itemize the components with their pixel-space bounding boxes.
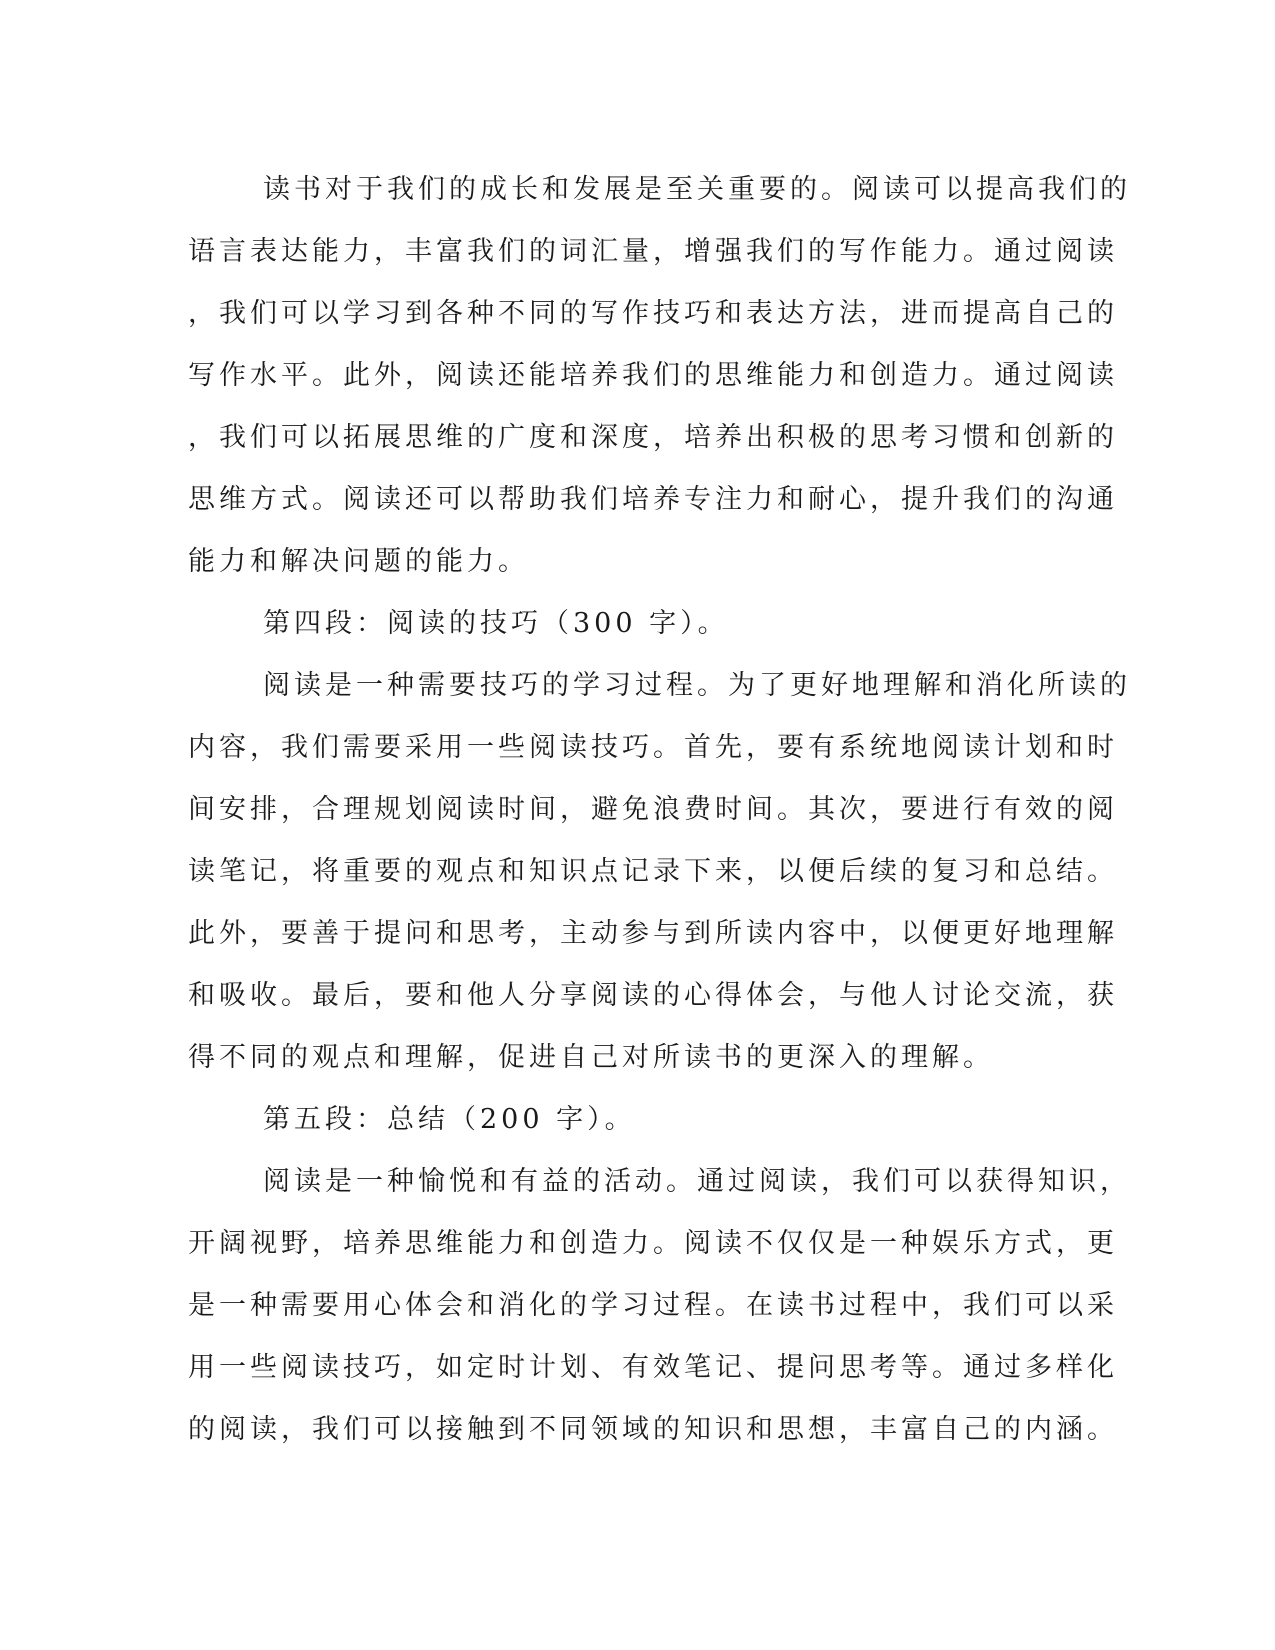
section-heading: 第五段：总结（200 字）。 [263,1104,636,1135]
text-line: 间安排，合理规划阅读时间，避免浪费时间。其次，要进行有效的阅 [188,794,1118,825]
body-text [188,159,1131,1461]
text-line: 语言表达能力，丰富我们的词汇量，增强我们的写作能力。通过阅读 [188,236,1118,267]
text-line: 用一些阅读技巧，如定时计划、有效笔记、提问思考等。通过多样化 [188,1352,1118,1383]
text-line: ，我们可以拓展思维的广度和深度，培养出积极的思考习惯和创新的 [188,422,1118,453]
text-line: 能力和解决问题的能力。 [188,546,529,577]
text-line: 读书对于我们的成长和发展是至关重要的。阅读可以提高我们的 [263,174,1131,205]
text-line: 读笔记，将重要的观点和知识点记录下来，以便后续的复习和总结。 [188,856,1118,887]
text-line: 写作水平。此外，阅读还能培养我们的思维能力和创造力。通过阅读 [188,360,1118,391]
text-line: 思维方式。阅读还可以帮助我们培养专注力和耐心，提升我们的沟通 [188,484,1118,515]
section-heading: 第四段：阅读的技巧（300 字）。 [263,608,729,639]
text-line: 内容，我们需要采用一些阅读技巧。首先，要有系统地阅读计划和时 [188,732,1118,763]
text-line: ，我们可以学习到各种不同的写作技巧和表达方法，进而提高自己的 [188,298,1118,329]
text-line: 阅读是一种需要技巧的学习过程。为了更好地理解和消化所读的 [263,670,1131,701]
text-line: 是一种需要用心体会和消化的学习过程。在读书过程中，我们可以采 [188,1290,1118,1321]
text-line: 此外，要善于提问和思考，主动参与到所读内容中，以便更好地理解 [188,918,1118,949]
text-line: 得不同的观点和理解，促进自己对所读书的更深入的理解。 [188,1042,994,1073]
text-line: 的阅读，我们可以接触到不同领域的知识和思想，丰富自己的内涵。 [188,1414,1118,1445]
text-line: 开阔视野，培养思维能力和创造力。阅读不仅仅是一种娱乐方式，更 [188,1228,1118,1259]
text-line: 阅读是一种愉悦和有益的活动。通过阅读，我们可以获得知识， [263,1166,1131,1197]
text-line: 和吸收。最后，要和他人分享阅读的心得体会，与他人讨论交流，获 [188,980,1118,1011]
